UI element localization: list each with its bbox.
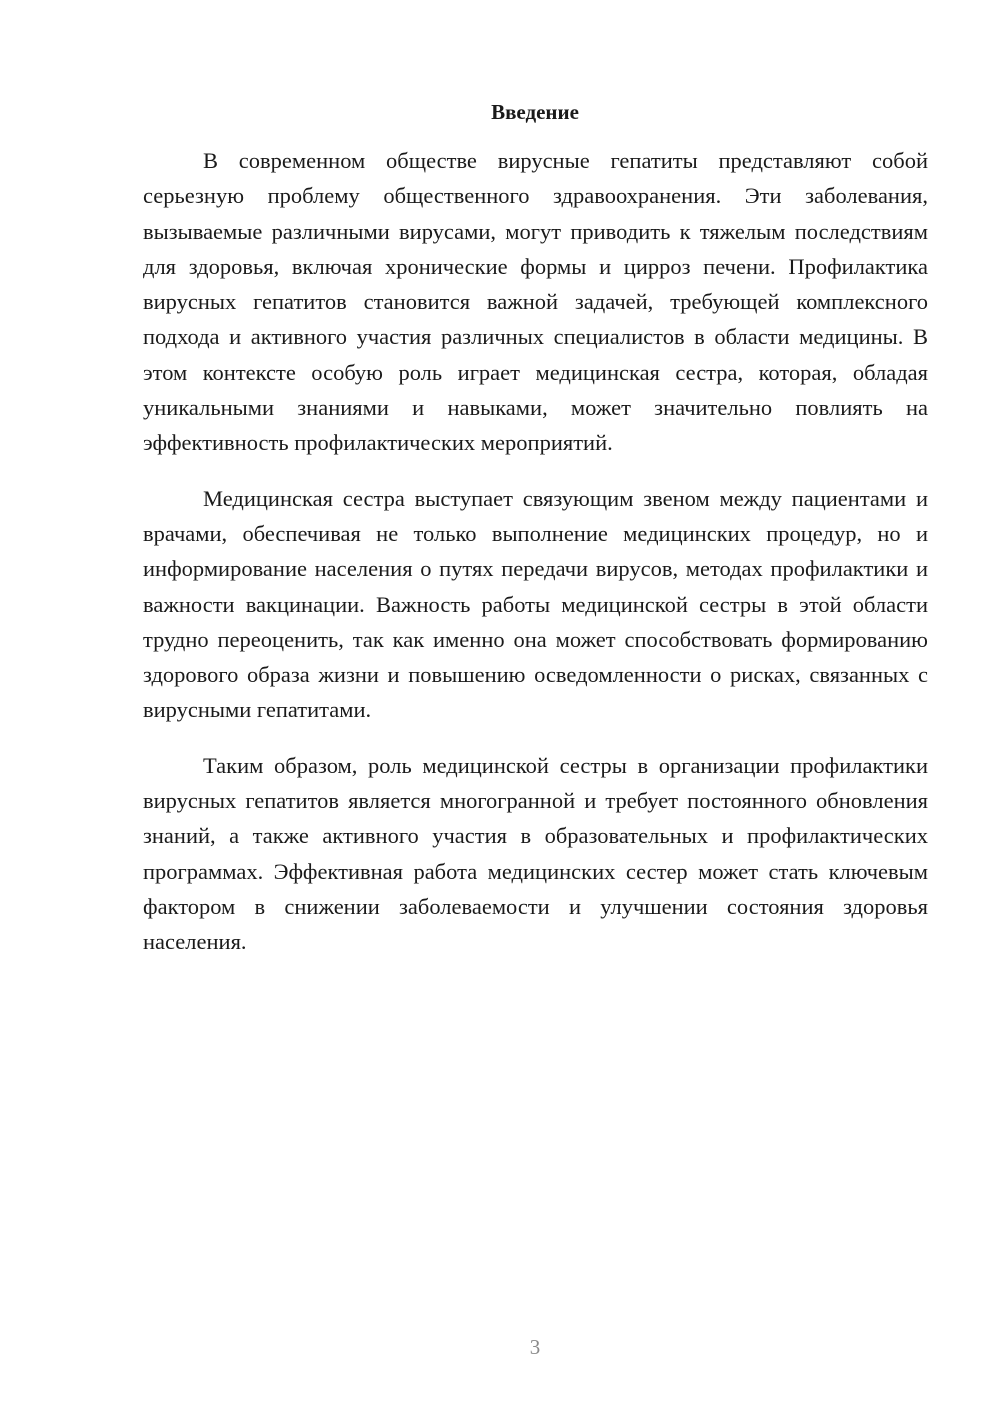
paragraph-1: В современном обществе вирусные гепатиты представляют собой серьезную проблему общественного здравоохранения. Эти заболевания, вызываемые различными вирусами, могут приводить к тяжелым последствиям для здоровья, включая хронические формы и цирроз печени. Профилактика вирусных гепатитов становится важной задачей, требующей комплексного подхода и активного участия различных специалистов в области медицины. В этом контексте особую роль играет медицинская сестра, которая, обладая уникальными знаниями и навыками, может значительно повлиять на эффективность профилактических мероприятий. (143, 148, 928, 456)
section-heading: Введение (491, 100, 579, 124)
page-number: 3 (529, 1335, 541, 1359)
paragraph-2: Медицинская сестра выступает связующим звеном между пациентами и врачами, обеспечивая не только выполнение медицинских процедур, но и информирование населения о путях передачи вирусов, методах профилактики и важности вакцинации. Важность работы медицинской сестры в этой области трудно переоценить, так как именно она может способствовать формированию здорового образа жизни и повышению осведомленности о рисках, связанных с вирусными гепатитами. (143, 485, 928, 723)
paragraph-3: Таким образом, роль медицинской сестры в организации профилактики вирусных гепатитов является многогранной и требует постоянного обновления знаний, а также активного участия в образовательных и профилактических программах. Эффективная работа медицинских сестер может стать ключевым фактором в снижении заболеваемости и улучшении состояния здоровья населения. (143, 752, 928, 955)
document-body (143, 143, 928, 980)
